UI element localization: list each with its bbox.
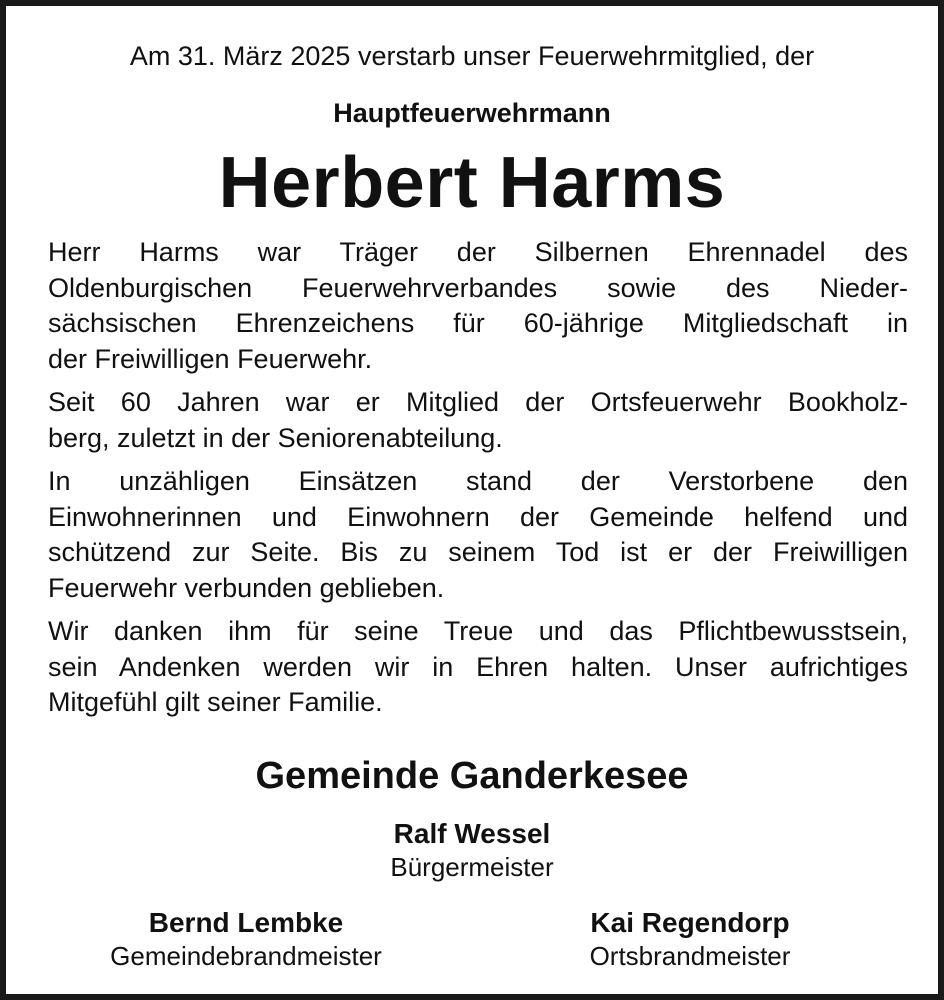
signatory-title: Bürgermeister — [390, 852, 554, 882]
text-line: Seit 60 Jahren war er Mitglied der Ortsfeuerwehr Bookholz- — [48, 387, 908, 417]
text-line: Mitgefühl gilt seiner Familie. — [48, 687, 383, 717]
text-line: sein Andenken werden wir in Ehren halten. Unser aufrichtiges — [48, 651, 908, 682]
signatory-local-chief — [490, 906, 890, 972]
deceased-name: Herbert Harms — [218, 143, 726, 223]
text-line: In unzähligen Einsätzen stand der Verstorbene den — [48, 466, 908, 496]
text-line: sächsischen Ehrenzeichens für 60-jährige Mitgliedschaft in — [48, 308, 908, 338]
text-line: berg, zuletzt in der Seniorenabteilung. — [48, 422, 503, 453]
rank-title: Hauptfeuerwehrmann — [333, 98, 611, 128]
signatory-name: Ralf Wessel — [393, 818, 551, 849]
signatory-fire-chief — [46, 906, 446, 972]
text-line: Herr Harms war Träger der Silbernen Ehrennadel des — [48, 237, 908, 267]
paragraph-thanks — [48, 614, 908, 721]
signatory-mayor — [6, 817, 938, 883]
text-line: der Freiwilligen Feuerwehr. — [48, 343, 373, 374]
signatory-name: Bernd Lembke — [148, 907, 344, 938]
paragraph-service — [48, 464, 908, 606]
notice-body — [48, 235, 908, 729]
signatory-title: Ortsbrandmeister — [589, 941, 791, 971]
signatory-name: Kai Regendorp — [590, 907, 790, 938]
text-line: Oldenburgischen Feuerwehrverbandes sowie des Nieder- — [48, 272, 908, 303]
signatory-title: Gemeindebrandmeister — [110, 941, 382, 971]
organization-name: Gemeinde Ganderkesee — [255, 755, 689, 797]
text-line: Einwohnerinnen und Einwohnern der Gemeinde helfend und — [48, 501, 908, 532]
text-line: schützend zur Seite. Bis zu seinem Tod ist er der Freiwilligen — [48, 537, 908, 567]
intro-text: Am 31. März 2025 verstarb unser Feuerwehrmitglied, der — [129, 41, 815, 71]
text-line: Wir danken ihm für seine Treue und das Pflichtbewusstsein, — [48, 616, 908, 646]
paragraph-honors — [48, 235, 908, 377]
text-line: Feuerwehr verbunden geblieben. — [48, 572, 445, 603]
paragraph-membership — [48, 385, 908, 456]
